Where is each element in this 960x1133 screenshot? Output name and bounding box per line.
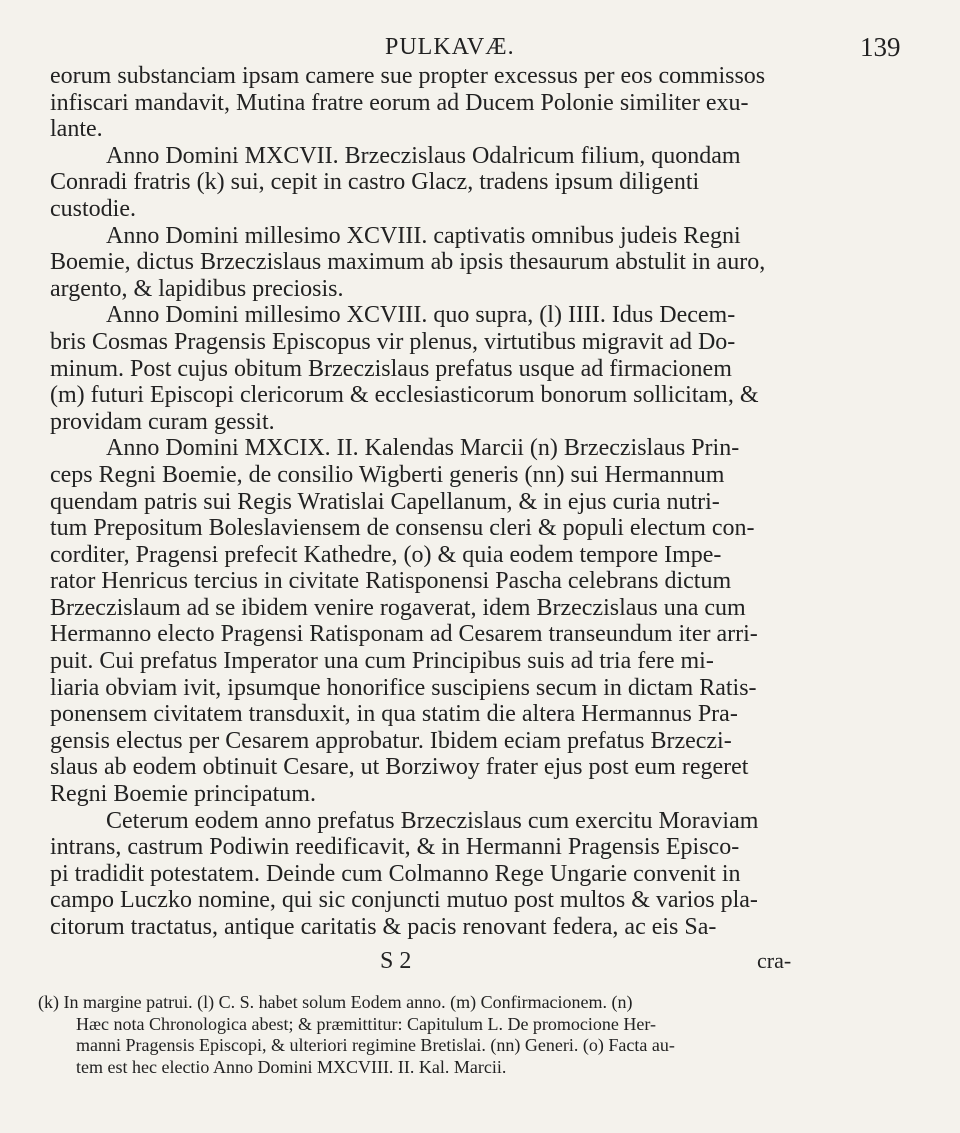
text-line: corditer, Pragensi prefecit Kathedre, (o) & quia eodem tempore Impe-: [50, 541, 722, 568]
text-line: lante.: [50, 116, 103, 143]
text-line: puit. Cui prefatus Imperator una cum Principibus suis ad tria fere mi-: [50, 648, 714, 675]
footnote-line: Hæc nota Chronologica abest; & præmittitur: Capitulum L. De promocione Her-: [76, 1013, 657, 1034]
catchword: cra-: [757, 948, 792, 973]
text-line: ponensem civitatem transduxit, in qua statim die altera Hermannus Pra-: [50, 701, 738, 728]
text-line: citorum tractatus, antique caritatis & pacis renovant federa, ac eis Sa-: [50, 914, 717, 940]
text-line: ceps Regni Boemie, de consilio Wigberti generis (nn) sui Hermannum: [50, 461, 725, 488]
text-line: custodie.: [50, 195, 136, 222]
text-line: (m) futuri Episcopi clericorum & ecclesiasticorum bonorum sollicitam, &: [50, 382, 759, 409]
footnote-line: tem est hec electio Anno Domini MXCVIII. II. Kal. Marcii.: [76, 1056, 507, 1077]
text-line: gensis electus per Cesarem approbatur. Ibidem eciam prefatus Brzeczi-: [50, 727, 732, 754]
text-line: bris Cosmas Pragensis Episcopus vir plenus, virtutibus migravit ad Do-: [50, 328, 736, 355]
footnote-line: (k) In margine patrui. (l) C. S. habet solum Eodem anno. (m) Confirmacionem. (n): [38, 992, 633, 1012]
text-line: rator Henricus tercius in civitate Ratisponensi Pascha celebrans dictum: [50, 568, 732, 595]
running-head: PULKAVÆ.: [385, 34, 515, 60]
text-line: intrans, castrum Podiwin reedificavit, & in Hermanni Pragensis Episco-: [50, 834, 740, 861]
text-line: providam curam gessit.: [50, 408, 275, 435]
text-line: eorum substanciam ipsam camere sue propter excessus per eos commissos: [50, 63, 766, 89]
page-header: [0, 24, 960, 64]
text-line: Brzeczislaum ad se ibidem venire rogaverat, idem Brzeczislaus una cum: [50, 594, 746, 621]
text-line: quendam patris sui Regis Wratislai Capellanum, & in ejus curia nutri-: [50, 488, 720, 515]
signature-mark: S 2: [380, 948, 412, 974]
text-line: liaria obviam ivit, ipsumque honorifice suscipiens secum in dictam Ratis-: [50, 674, 757, 701]
page-number: 139: [860, 32, 901, 62]
main-text: [50, 63, 900, 941]
text-line: Conradi fratris (k) sui, cepit in castro Glacz, tradens ipsum diligenti: [50, 169, 700, 196]
text-line: Regni Boemie principatum.: [50, 781, 316, 808]
footnote-line: manni Pragensis Episcopi, & ulteriori regimine Bretislai. (nn) Generi. (o) Facta au-: [76, 1035, 675, 1055]
text-line: Anno Domini millesimo XCVIII. captivatis omnibus judeis Regni: [106, 222, 741, 249]
text-line: Anno Domini MXCIX. II. Kalendas Marcii (n) Brzeczislaus Prin-: [106, 435, 740, 462]
footnotes: [38, 992, 918, 1078]
text-line: minum. Post cujus obitum Brzeczislaus prefatus usque ad firmacionem: [50, 355, 732, 382]
text-line: tum Prepositum Boleslaviensem de consensu cleri & populi electum con-: [50, 515, 755, 542]
text-line: campo Luczko nomine, qui sic conjuncti mutuo post multos & varios pla-: [50, 887, 758, 914]
text-line: slaus ab eodem obtinuit Cesare, ut Borziwoy frater ejus post eum regeret: [50, 754, 749, 781]
text-line: Ceterum eodem anno prefatus Brzeczislaus cum exercitu Moraviam: [106, 807, 759, 834]
text-line: infiscari mandavit, Mutina fratre eorum ad Ducem Polonie similiter exu-: [50, 89, 749, 116]
text-line: pi tradidit potestatem. Deinde cum Colmanno Rege Ungarie convenit in: [50, 860, 741, 887]
text-line: Hermanno electo Pragensi Ratisponam ad Cesarem transeundum iter arri-: [50, 621, 758, 648]
text-line: Boemie, dictus Brzeczislaus maximum ab ipsis thesaurum abstulit in auro,: [50, 249, 766, 276]
text-line: Anno Domini millesimo XCVIII. quo supra, (l) IIII. Idus Decem-: [106, 302, 736, 329]
text-line: argento, & lapidibus preciosis.: [50, 275, 344, 302]
text-line: Anno Domini MXCVII. Brzeczislaus Odalricum filium, quondam: [106, 142, 741, 169]
signature-row: [0, 948, 960, 978]
